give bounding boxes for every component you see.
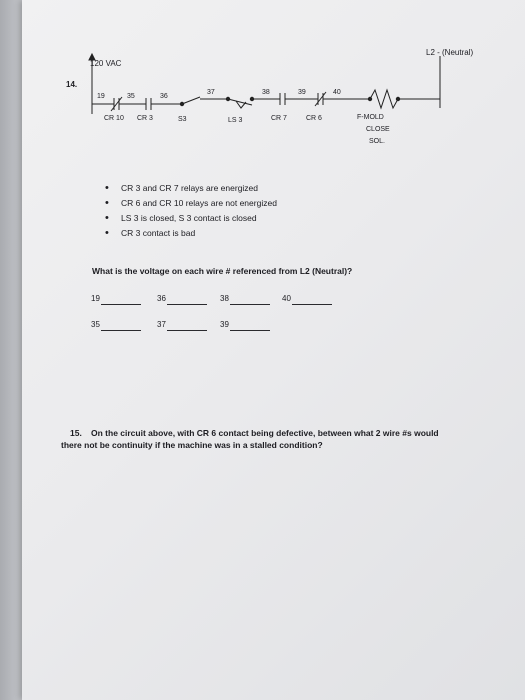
question-14: What is the voltage on each wire # referenced from L2 (Neutral)? xyxy=(92,266,353,276)
load-label-line3: SOL. xyxy=(369,138,385,145)
s3-switch xyxy=(182,97,200,104)
ls3-switch xyxy=(228,99,252,105)
answer-label-35: 35 xyxy=(91,320,100,329)
label-cr7: CR 7 xyxy=(271,115,287,122)
wire-40: 40 xyxy=(333,89,341,96)
wire-36: 36 xyxy=(160,93,168,100)
wire-37: 37 xyxy=(207,89,215,96)
condition-item: • LS 3 is closed, S 3 contact is closed xyxy=(105,213,277,228)
load-label-line2: CLOSE xyxy=(366,126,390,133)
wire-19: 19 xyxy=(97,93,105,100)
condition-item: • CR 3 and CR 7 relays are energized xyxy=(105,183,277,198)
answer-label-38: 38 xyxy=(220,294,229,303)
problem-14-number: 14. xyxy=(66,80,78,89)
f-mold-solenoid xyxy=(370,90,398,108)
answer-blank-40[interactable] xyxy=(292,304,332,305)
label-ls3: LS 3 xyxy=(228,117,243,124)
answer-blank-39[interactable] xyxy=(230,330,270,331)
answer-blank-19[interactable] xyxy=(101,304,141,305)
problem-15-line2: there not be continuity if the machine was in a stalled condition? xyxy=(61,440,323,450)
condition-item: • CR 3 contact is bad xyxy=(105,228,277,243)
answer-blank-36[interactable] xyxy=(167,304,207,305)
label-cr3: CR 3 xyxy=(137,115,153,122)
condition-item: • CR 6 and CR 10 relays are not energized xyxy=(105,198,277,213)
label-s3: S3 xyxy=(178,116,187,123)
answer-blank-35[interactable] xyxy=(101,330,141,331)
label-cr6: CR 6 xyxy=(306,115,322,122)
load-label-line1: F-MOLD xyxy=(357,114,384,121)
supply-voltage-label: 120 VAC xyxy=(90,59,122,68)
wire-39: 39 xyxy=(298,89,306,96)
answer-blank-38[interactable] xyxy=(230,304,270,305)
answer-label-39: 39 xyxy=(220,320,229,329)
wire-38: 38 xyxy=(262,89,270,96)
wire-35: 35 xyxy=(127,93,135,100)
answer-label-37: 37 xyxy=(157,320,166,329)
answer-label-19: 19 xyxy=(91,294,100,303)
answer-blank-37[interactable] xyxy=(167,330,207,331)
problem-15-line1: On the circuit above, with CR 6 contact being defective, between what 2 wire #s would xyxy=(91,428,439,438)
neutral-label: L2 - (Neutral) xyxy=(426,48,474,57)
answer-label-40: 40 xyxy=(282,294,291,303)
label-cr10: CR 10 xyxy=(104,115,124,122)
answer-label-36: 36 xyxy=(157,294,166,303)
conditions-list xyxy=(105,183,277,243)
problem-15-number: 15. xyxy=(70,428,82,438)
